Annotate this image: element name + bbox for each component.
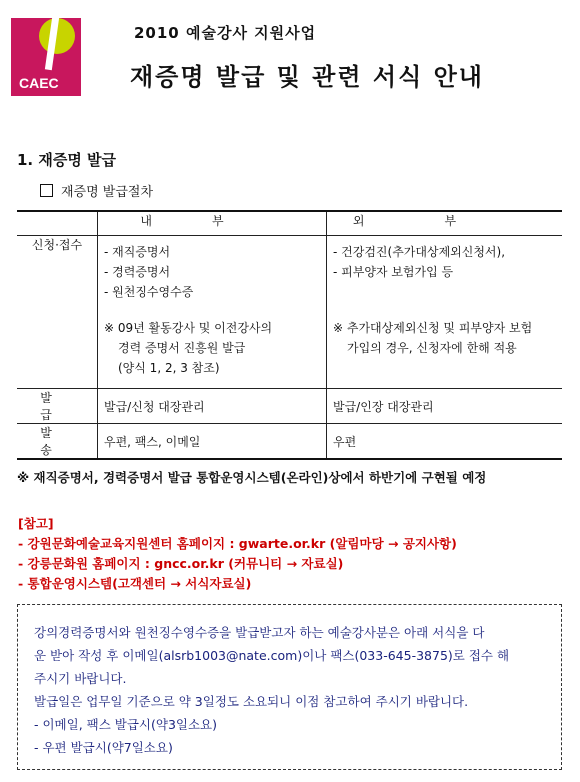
note-line: 경력 증명서 진흥원 발급 xyxy=(118,341,246,355)
header-internal: 내부 xyxy=(98,211,327,236)
page-title: 재증명 발급 및 관련 서식 안내 xyxy=(130,63,484,91)
note-line: ※ 추가대상제외신청 및 피부양자 보험 xyxy=(333,321,533,335)
table-row-send xyxy=(17,424,562,460)
send-internal-cell: 우편, 팩스, 이메일 xyxy=(98,424,327,460)
note-line: ※ 09년 활동강사 및 이전강사의 xyxy=(104,321,273,335)
list-item: - 원천징수영수증 xyxy=(104,285,194,299)
process-table xyxy=(17,210,562,460)
send-external-cell: 우편 xyxy=(327,424,563,460)
notice-line: 주시기 바랍니다. xyxy=(34,671,127,686)
section-heading: 1. 재증명 발급 xyxy=(17,151,117,169)
note-line: 가입의 경우, 신청자에 한해 적용 xyxy=(347,341,517,355)
list-item: - 피부양자 보험가입 등 xyxy=(333,265,454,279)
checkbox-icon xyxy=(40,184,53,197)
caec-logo xyxy=(11,10,87,96)
notice-box xyxy=(17,604,562,770)
issue-external-cell: 발급/인장 대장관리 xyxy=(327,389,563,424)
notice-line: 운 받아 작성 후 이메일(alsrb1003@nate.com)이나 팩스(033-645-3875)로 접수 해 xyxy=(34,648,510,663)
table-row-apply xyxy=(17,236,562,389)
table-row-issue xyxy=(17,389,562,424)
issue-internal-cell: 발급/신청 대장관리 xyxy=(98,389,327,424)
reference-title: [참고] xyxy=(18,516,54,531)
note-line: (양식 1, 2, 3 참조) xyxy=(118,361,220,375)
notice-line: 발급일은 업무일 기준으로 약 3일정도 소요되니 이점 참고하여 주시기 바랍니다. xyxy=(34,694,469,709)
logo-text: CAEC xyxy=(19,75,59,91)
list-item: - 건강검진(추가대상제외신청서), xyxy=(333,245,506,259)
header-empty-cell xyxy=(17,211,98,236)
apply-internal-cell xyxy=(98,236,327,389)
reference-section xyxy=(18,514,457,594)
section-subheading: 재증명 발급절차 xyxy=(40,181,153,200)
list-item: - 재직증명서 xyxy=(104,245,171,259)
row-label-apply: 신청·접수 xyxy=(17,236,98,389)
list-item: - 경력증명서 xyxy=(104,265,171,279)
row-label-send: 발 송 xyxy=(17,424,98,460)
table-header-row xyxy=(17,211,562,236)
page-subtitle: 2010 예술강사 지원사업 xyxy=(134,24,317,42)
implementation-note: ※ 재직증명서, 경력증명서 발급 통합운영시스템(온라인)상에서 하반기에 구현될 예정 xyxy=(17,470,487,485)
notice-line: 강의경력증명서와 원천징수영수증을 발급받고자 하는 예술강사분은 아래 서식을 다 xyxy=(34,625,485,640)
reference-item: - 강릉문화원 홈페이지 : gncc.or.kr (커뮤니티 → 자료실) xyxy=(18,556,344,571)
notice-line: - 우편 발급시(약7일소요) xyxy=(34,740,173,755)
reference-item: - 강원문화예술교육지원센터 홈페이지 : gwarte.or.kr (알림마당 → 공지사항) xyxy=(18,536,457,551)
row-label-issue: 발 급 xyxy=(17,389,98,424)
reference-item: - 통합운영시스템(고객센터 → 서식자료실) xyxy=(18,576,252,591)
notice-line: - 이메일, 팩스 발급시(약3일소요) xyxy=(34,717,218,732)
header-external: 외부 xyxy=(327,211,563,236)
apply-external-cell xyxy=(327,236,563,389)
